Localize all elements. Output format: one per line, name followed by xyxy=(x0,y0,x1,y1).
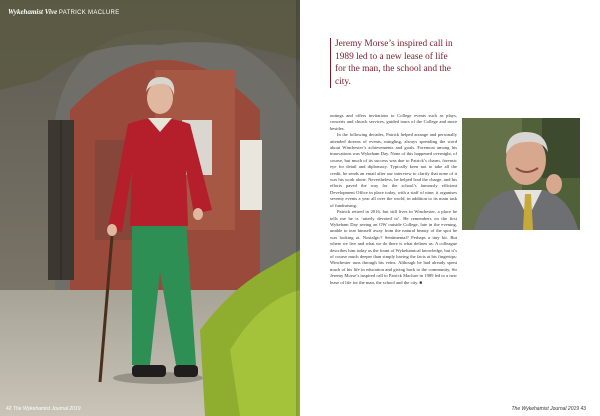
pull-quote: Jeremy Morse’s inspired call in 1989 led to a new lease of life for the man, the school and the city. xyxy=(330,38,459,88)
portrait-photo xyxy=(462,118,580,230)
running-head xyxy=(8,8,120,16)
body-paragraph-1: outings and offers invitations to College events such as plays, concerts and church services, guided tours of the College and more besides. xyxy=(330,113,457,131)
running-head-title: Wykehamist Vive xyxy=(8,8,58,16)
page-number-left: 42 xyxy=(6,406,12,412)
running-head-author: PATRICK MACLURE xyxy=(58,10,120,16)
page-number-right: 43 xyxy=(580,406,586,412)
portrait-image xyxy=(462,118,580,230)
right-page xyxy=(300,0,600,416)
article-body xyxy=(330,113,457,286)
publication-name-left: The Wykehamist Journal 2019 xyxy=(12,406,81,412)
folio-left xyxy=(6,406,81,412)
folio-right xyxy=(512,406,587,412)
body-paragraph-3: Patrick retired in 2016, but still lives in Winchester, a place he tells me he is ‘utterly devoted to’. He remembers on the first Wykeham Day seeing an OW outside College, late in the evening, unable to tear himself away from the natural beauty of the spot he was looking at. Nostalgic? Sentimental? Perhaps a tiny bit. But where we live and what we do there is what defines us. A colleague describes him today as the fount of Wykehamical knowledge, but it’s of course much deeper than simply having the facts at his fingertips: Winchester runs through his veins. Although he had already spent much of his life in education and giving back to the community, Sir Jeremy Morse’s inspired call to Patrick Maclure in 1989 led to a new lease of life for the man, the school and the city. ■ xyxy=(330,209,457,285)
publication-name-right: The Wykehamist Journal 2019 xyxy=(511,406,580,412)
body-paragraph-2: In the following decades, Patrick helped arrange and personally attended dozens of events, mingling, always spreading the word about Winchester’s achievements and goals. Foremost among his innovations was Wykeham Day. None of this happened overnight, of course, but much of its success was due to Patrick’s charm, forensic eye for detail and diplomacy. Typically keen not to take all the credit, he sends an email after our interview to clarify that none of it was his work alone. Nevertheless, he helped lead the charge, and his efforts paved the way for the school’s famously efficient Development Office in place today, with a staff of nine; it organises seventy events a year all over the world, in addition to its main task of fundraising. xyxy=(330,132,457,208)
